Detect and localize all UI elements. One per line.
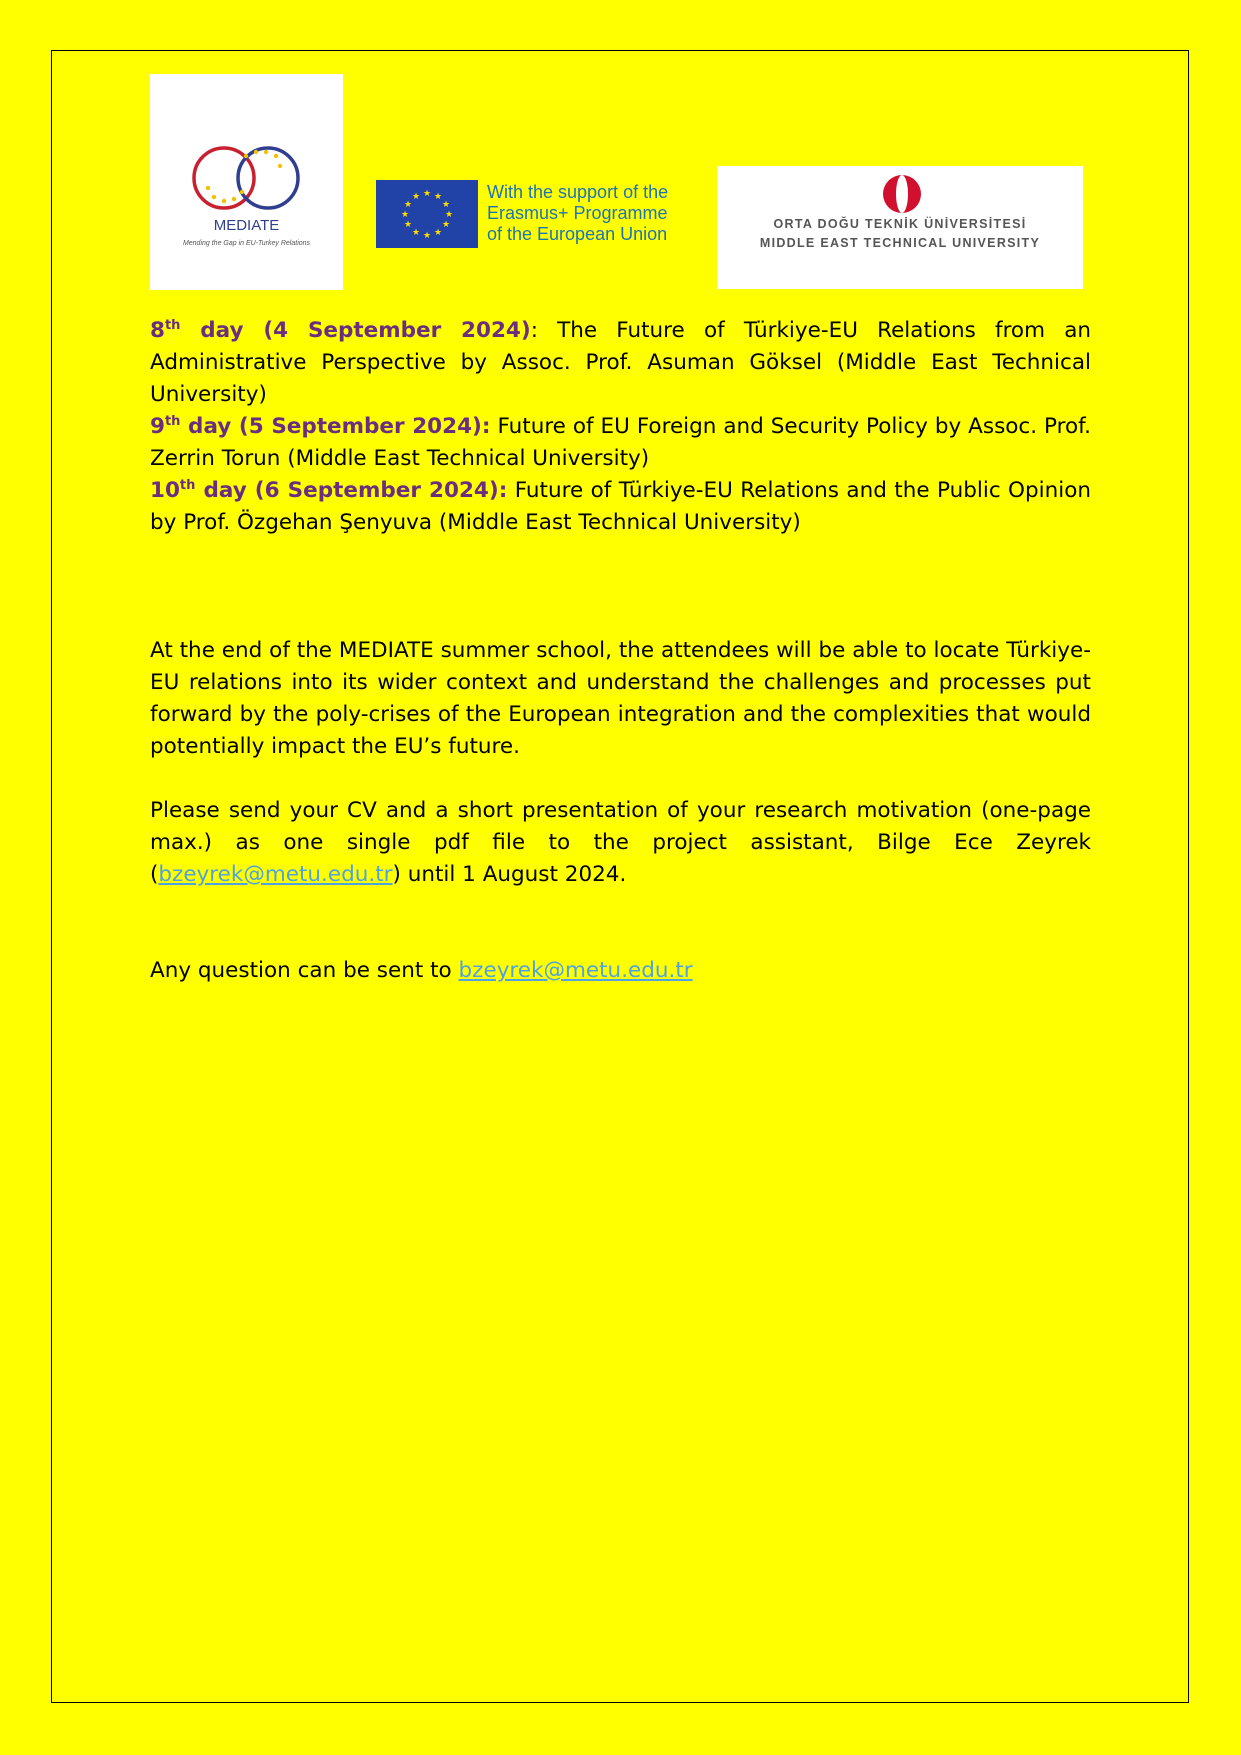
mediate-logo — [150, 74, 343, 290]
questions-paragraph: Any question can be sent to bzeyrek@metu.edu.tr — [150, 958, 693, 983]
metu-logo — [717, 166, 1083, 289]
svg-text:★: ★ — [444, 210, 454, 220]
metu-name-turkish: ORTA DOĞU TEKNİK ÜNİVERSİTESİ — [773, 217, 1027, 231]
day-entry-8: 8th day (4 September 2024): The Future of Türkiye-EU Relations from an Administrative Perspective by Assoc. Prof. Asuman Göksel (Middle East Technical University) — [150, 317, 1092, 407]
svg-text:★: ★ — [403, 200, 413, 210]
svg-text:★: ★ — [403, 220, 413, 230]
day-entry-9 — [150, 411, 1091, 475]
erasmus-text-line2: Erasmus+ Programme — [487, 203, 668, 223]
program-content — [150, 315, 1091, 987]
day-description: Future of EU Foreign and Security Policy by Assoc. Prof. Zerrin Torun (Middle East Technical University) — [150, 414, 1091, 471]
mediate-rings-icon — [188, 144, 306, 216]
svg-text:★: ★ — [422, 189, 432, 199]
svg-text:★: ★ — [400, 210, 410, 220]
day-description: The Future of Türkiye-EU Relations from an Administrative Perspective by Assoc. Prof. Asuman Göksel (Middle East Technical University) — [150, 318, 1092, 407]
erasmus-logo — [376, 180, 696, 248]
day-label: 9th day (5 September 2024): — [150, 413, 491, 439]
summary-paragraph: At the end of the MEDIATE summer school, the attendees will be able to locate Türkiye-EU relations into its wider context and understand the challenges and processes put forward by the poly-crises of the European integration and the complexities that would potentially impact the EU’s future. — [150, 638, 1091, 759]
questions-email-link[interactable]: bzeyrek@metu.edu.tr — [458, 958, 693, 983]
day-description: Future of Türkiye-EU Relations and the Public Opinion by Prof. Özgehan Şenyuva (Middle East Technical University) — [150, 478, 1091, 535]
day-label: 8th day (4 September 2024) — [150, 317, 531, 343]
erasmus-text-line1: With the support of the — [487, 182, 669, 202]
metu-emblem-icon — [882, 174, 922, 214]
day-entry-10 — [150, 475, 1091, 539]
metu-name-english: MIDDLE EAST TECHNICAL UNIVERSITY — [759, 236, 1041, 250]
eu-flag-icon — [376, 180, 478, 248]
erasmus-text-line3: of the European Union — [487, 224, 668, 244]
application-email-link[interactable]: bzeyrek@metu.edu.tr — [158, 862, 393, 887]
svg-text:★: ★ — [441, 200, 451, 210]
svg-text:★: ★ — [441, 220, 451, 230]
mediate-logo-tagline: Mending the Gap in EU-Turkey Relations — [182, 240, 311, 247]
svg-text:★: ★ — [411, 192, 421, 202]
svg-text:★: ★ — [411, 228, 421, 238]
application-paragraph: Please send your CV and a short presentation of your research motivation (one-page max.) as one single pdf file to the project assistant, Bilge Ece Zeyrek (bzeyrek@metu.edu.tr) until 1 August 2024. — [150, 798, 1091, 887]
mediate-logo-name: MEDIATE — [213, 217, 280, 234]
svg-text:★: ★ — [433, 228, 443, 238]
svg-text:★: ★ — [422, 231, 432, 241]
svg-text:★: ★ — [433, 192, 443, 202]
day-label: 10th day (6 September 2024): — [150, 477, 508, 503]
